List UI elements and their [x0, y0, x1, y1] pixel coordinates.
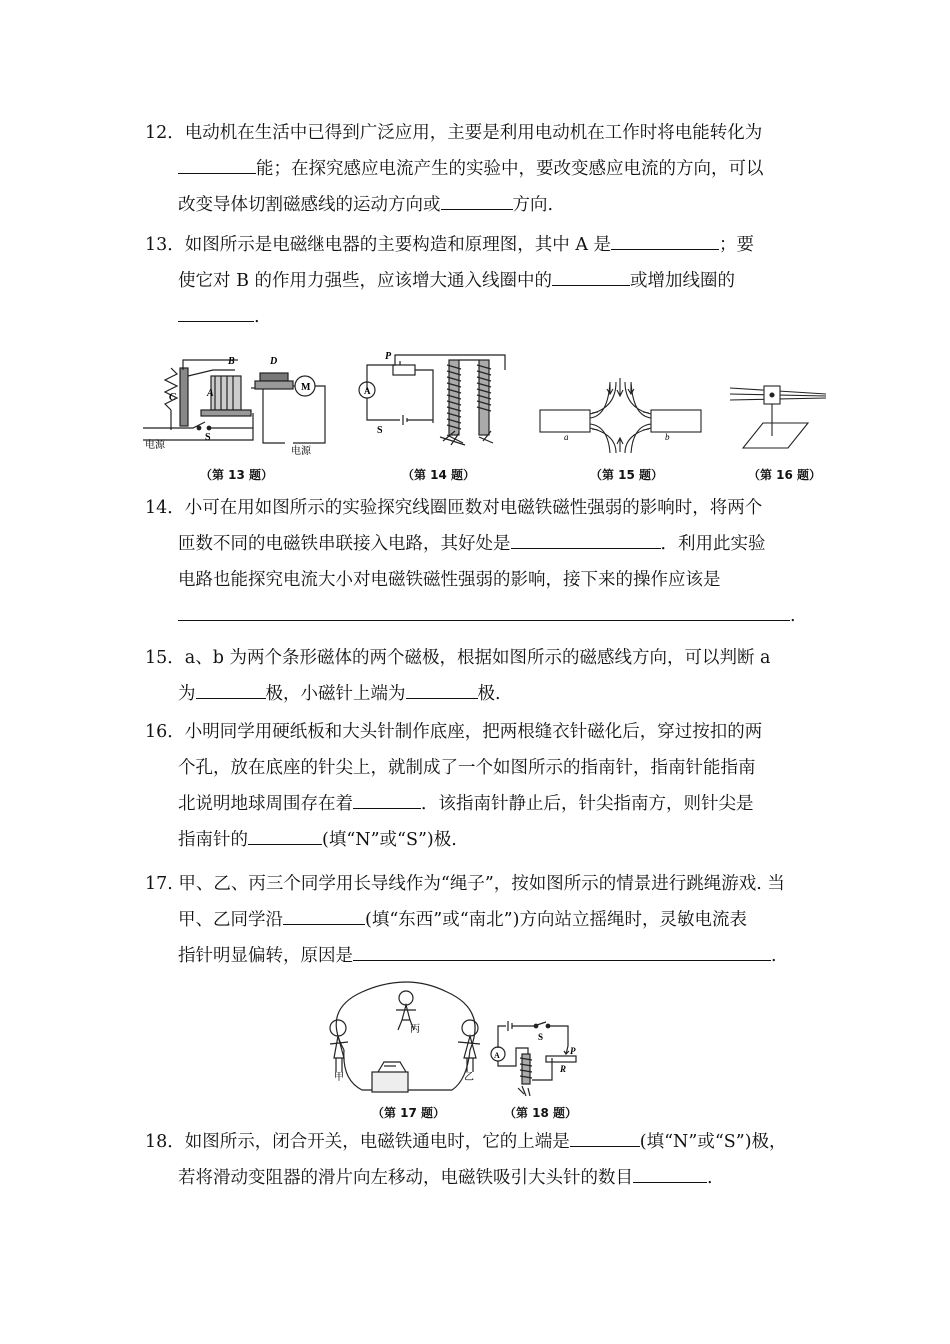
caption-fig17: （第 17 题）	[372, 1106, 446, 1120]
caption-fig16: （第 16 题）	[748, 468, 822, 482]
figure-13-relay-diagram	[143, 348, 333, 458]
f15-label-a: a	[564, 432, 569, 442]
q15-line1: 15．a、b 为两个条形磁体的两个磁极，根据如图所示的磁感线方向，可以判断 a	[145, 648, 771, 668]
question-17	[145, 866, 810, 974]
q12-line1: 12．电动机在生活中已得到广泛应用，主要是利用电动机在工作时将电能转化为	[145, 123, 763, 143]
figure-18-electromagnet-circuit	[488, 1018, 583, 1098]
q14-blank2[interactable]	[178, 602, 790, 621]
q16-line4: 指南针的	[178, 830, 248, 850]
caption-fig13: （第 13 题）	[200, 468, 274, 482]
caption-fig18: （第 18 题）	[504, 1106, 578, 1120]
question-12	[145, 115, 810, 223]
q14-line3: 电路也能探究电流大小对电磁铁磁性强弱的影响，接下来的操作应该是	[178, 570, 721, 590]
question-15	[145, 640, 810, 712]
figure-17-jump-rope-diagram	[322, 980, 492, 1100]
f17-label-bing: 丙	[410, 1024, 420, 1035]
caption-fig15: （第 15 题）	[590, 468, 664, 482]
q14-blank1[interactable]	[511, 530, 661, 549]
q12-line3: 改变导体切割磁感线的运动方向或	[178, 195, 441, 215]
q16-blank2[interactable]	[248, 826, 322, 845]
q13-blank2[interactable]	[552, 267, 630, 286]
f13-label-a: A	[207, 388, 214, 399]
f18-label-s: S	[538, 1032, 544, 1042]
f13-motor-label: M	[301, 382, 311, 393]
q18-blank2[interactable]	[633, 1164, 707, 1183]
q13-blank1[interactable]	[611, 231, 719, 250]
f14-label-p: P	[385, 351, 392, 362]
figure-16-compass-diagram	[728, 378, 828, 453]
q18-line2: 若将滑动变阻器的滑片向左移动，电磁铁吸引大头针的数目	[178, 1168, 633, 1188]
q16-line4-end: (填“N”或“S”)极.	[322, 830, 457, 850]
f14-label-s: S	[377, 425, 383, 436]
q13-line2: 使它对 B 的作用力强些，应该增大通入线圈中的	[178, 271, 552, 291]
q14-line4-end: .	[790, 606, 796, 626]
f17-label-yi: 乙	[464, 1072, 474, 1083]
q17-line3-end: .	[771, 946, 777, 966]
q17-blank1[interactable]	[283, 906, 365, 925]
q13-line3-end: .	[254, 307, 260, 327]
q17-line3: 指针明显偏转，原因是	[178, 946, 353, 966]
f13-power-label-1: 电源	[145, 440, 165, 451]
q13-line2-end: 或增加线圈的	[629, 271, 735, 291]
q15-line2-end: 极.	[477, 684, 501, 704]
q16-line3: 北说明地球周围存在着	[178, 794, 353, 814]
figure-15-field-lines-diagram	[538, 378, 703, 453]
q15-blank1[interactable]	[196, 680, 266, 699]
q13-blank3[interactable]	[178, 303, 254, 322]
caption-fig14: （第 14 题）	[402, 468, 476, 482]
figure-14-electromagnets-diagram	[355, 345, 515, 455]
f13-power-label-2: 电源	[291, 446, 311, 457]
q13-line1: 13．如图所示是电磁继电器的主要构造和原理图，其中 A 是	[145, 235, 612, 255]
q15-blank2[interactable]	[406, 680, 478, 699]
f18-label-p: P	[570, 1046, 576, 1056]
q16-line3-end: ．该指南针静止后，针尖指南方，则针尖是	[421, 794, 754, 814]
q16-line1: 16．小明同学用硬纸板和大头针制作底座，把两根缝衣针磁化后，穿过按扣的两	[145, 722, 763, 742]
q16-line2: 个孔，放在底座的针尖上，就制成了一个如图所示的指南针，指南针能指南	[178, 758, 756, 778]
f17-label-jia: 甲	[334, 1072, 344, 1083]
q12-blank2[interactable]	[441, 191, 513, 210]
q14-line2-end: ．利用此实验	[660, 534, 766, 554]
question-16	[145, 714, 810, 858]
q18-line1-end: (填“N”或“S”)极，	[639, 1132, 787, 1152]
f18-label-r: R	[560, 1064, 567, 1074]
q18-line1: 18．如图所示，闭合开关，电磁铁通电时，它的上端是	[145, 1132, 570, 1152]
q17-line2-end: (填“东西”或“南北”)方向站立摇绳时，灵敏电流表	[365, 910, 747, 930]
q18-line2-end: .	[707, 1168, 713, 1188]
q17-blank2[interactable]	[353, 942, 771, 961]
question-18	[145, 1124, 810, 1196]
f13-label-d: D	[270, 356, 278, 367]
question-14	[145, 490, 810, 634]
q13-line1-end: ；要	[719, 235, 755, 255]
q15-line2-start: 为	[178, 684, 196, 704]
q14-line2: 匝数不同的电磁铁串联接入电路，其好处是	[178, 534, 511, 554]
q17-line1: 17. 甲、乙、丙三个同学用长导线作为“绳子”，按如图所示的情景进行跳绳游戏. 当	[145, 874, 785, 894]
q12-line2: 能；在探究感应电流产生的实验中，要改变感应电流的方向，可以	[256, 159, 764, 179]
f13-label-s: S	[205, 432, 211, 443]
q15-line2-mid: 极，小磁针上端为	[265, 684, 406, 704]
f14-ammeter-label: A	[364, 386, 371, 396]
question-13	[145, 227, 810, 335]
f13-label-c: C	[169, 392, 176, 403]
q12-line3-end: 方向.	[512, 195, 554, 215]
q16-blank1[interactable]	[353, 790, 421, 809]
f18-ammeter-label: A	[494, 1051, 500, 1060]
q12-blank1[interactable]	[178, 155, 256, 174]
q14-line1: 14．小可在用如图所示的实验探究线圈匝数对电磁铁磁性强弱的影响时，将两个	[145, 498, 763, 518]
q17-line2: 甲、乙同学沿	[178, 910, 283, 930]
f15-label-b: b	[665, 432, 670, 442]
f13-label-b: B	[228, 356, 235, 367]
q18-blank1[interactable]	[570, 1128, 640, 1147]
